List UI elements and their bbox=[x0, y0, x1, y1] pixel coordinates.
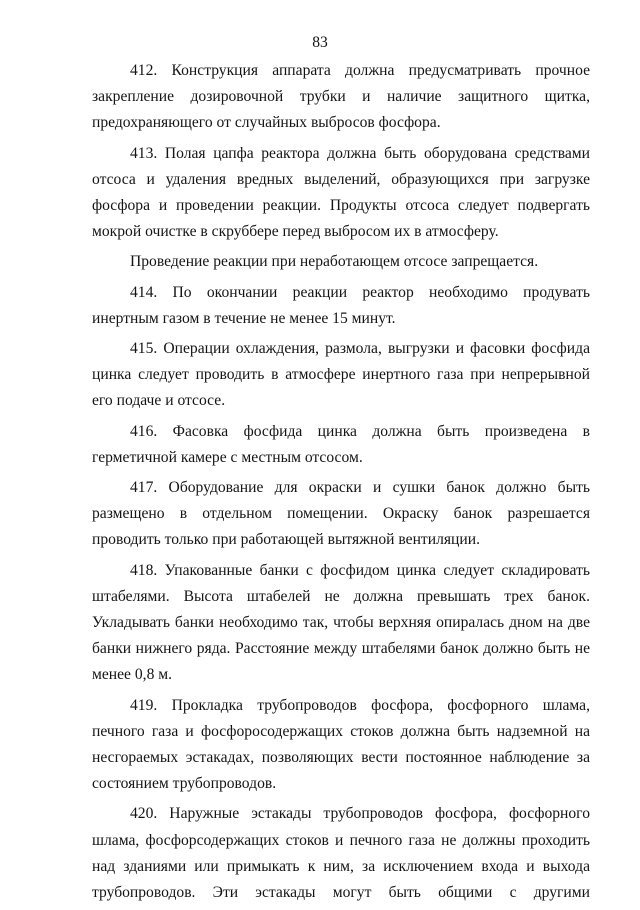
paragraph-420: 420. Наружные эстакады трубопроводов фосфора, фосфорного шлама, фосфорсодержащих стоков и печного газа не должны проходить над зданиями или примыкать к ним, за исключением входа и выхода трубопроводов. Эти эстакады могут быть общими с другими bbox=[92, 805, 590, 902]
paragraph-413: 413. Полая цапфа реактора должна быть оборудована средствами отсоса и удаления вредных выделений, образующихся при загрузке фосфора и проведении реакции. Продукты отсоса следует подвергать мокрой очистке в скруббере перед выбросом их в атмосферу. bbox=[92, 144, 590, 241]
paragraph-417: 417. Оборудование для окраски и сушки банок должно быть размещено в отдельном помещении. Окраску банок разрешается проводить только при работающей вытяжной вентиляции. bbox=[92, 479, 590, 549]
page-number: 83 bbox=[312, 34, 328, 51]
paragraph-419: 419. Прокладка трубопроводов фосфора, фосфорного шлама, печного газа и фосфоросодержащих стоков должна быть надземной на несгораемых эстакадах, позволяющих вести постоянное наблюдение за состоянием трубопроводов. bbox=[92, 696, 590, 793]
document-body bbox=[92, 58, 590, 910]
paragraph-414: 414. По окончании реакции реактор необходимо продувать инертным газом в течение не менее 15 минут. bbox=[92, 283, 590, 327]
paragraph-418: 418. Упакованные банки с фосфидом цинка следует складировать штабелями. Высота штабелей не должна превышать трех банок. Укладывать банки необходимо так, чтобы верхняя опиралась дном на две банки нижнего ряда. Расстояние между штабелями банок должно быть не менее 0,8 м. bbox=[92, 561, 590, 684]
paragraph-412: 412. Конструкция аппарата должна предусматривать прочное закрепление дозировочной трубки и наличие защитного щитка, предохраняющего от случайных выбросов фосфора. bbox=[92, 62, 590, 132]
paragraph-416: 416. Фасовка фосфида цинка должна быть произведена в герметичной камере с местным отсосом. bbox=[92, 422, 590, 466]
paragraph-415: 415. Операции охлаждения, размола, выгрузки и фасовки фосфида цинка следует проводить в атмосфере инертного газа при непрерывной его подаче и отсосе. bbox=[92, 340, 590, 410]
paragraph-413-note: Проведение реакции при неработающем отсосе запрещается. bbox=[130, 253, 539, 271]
